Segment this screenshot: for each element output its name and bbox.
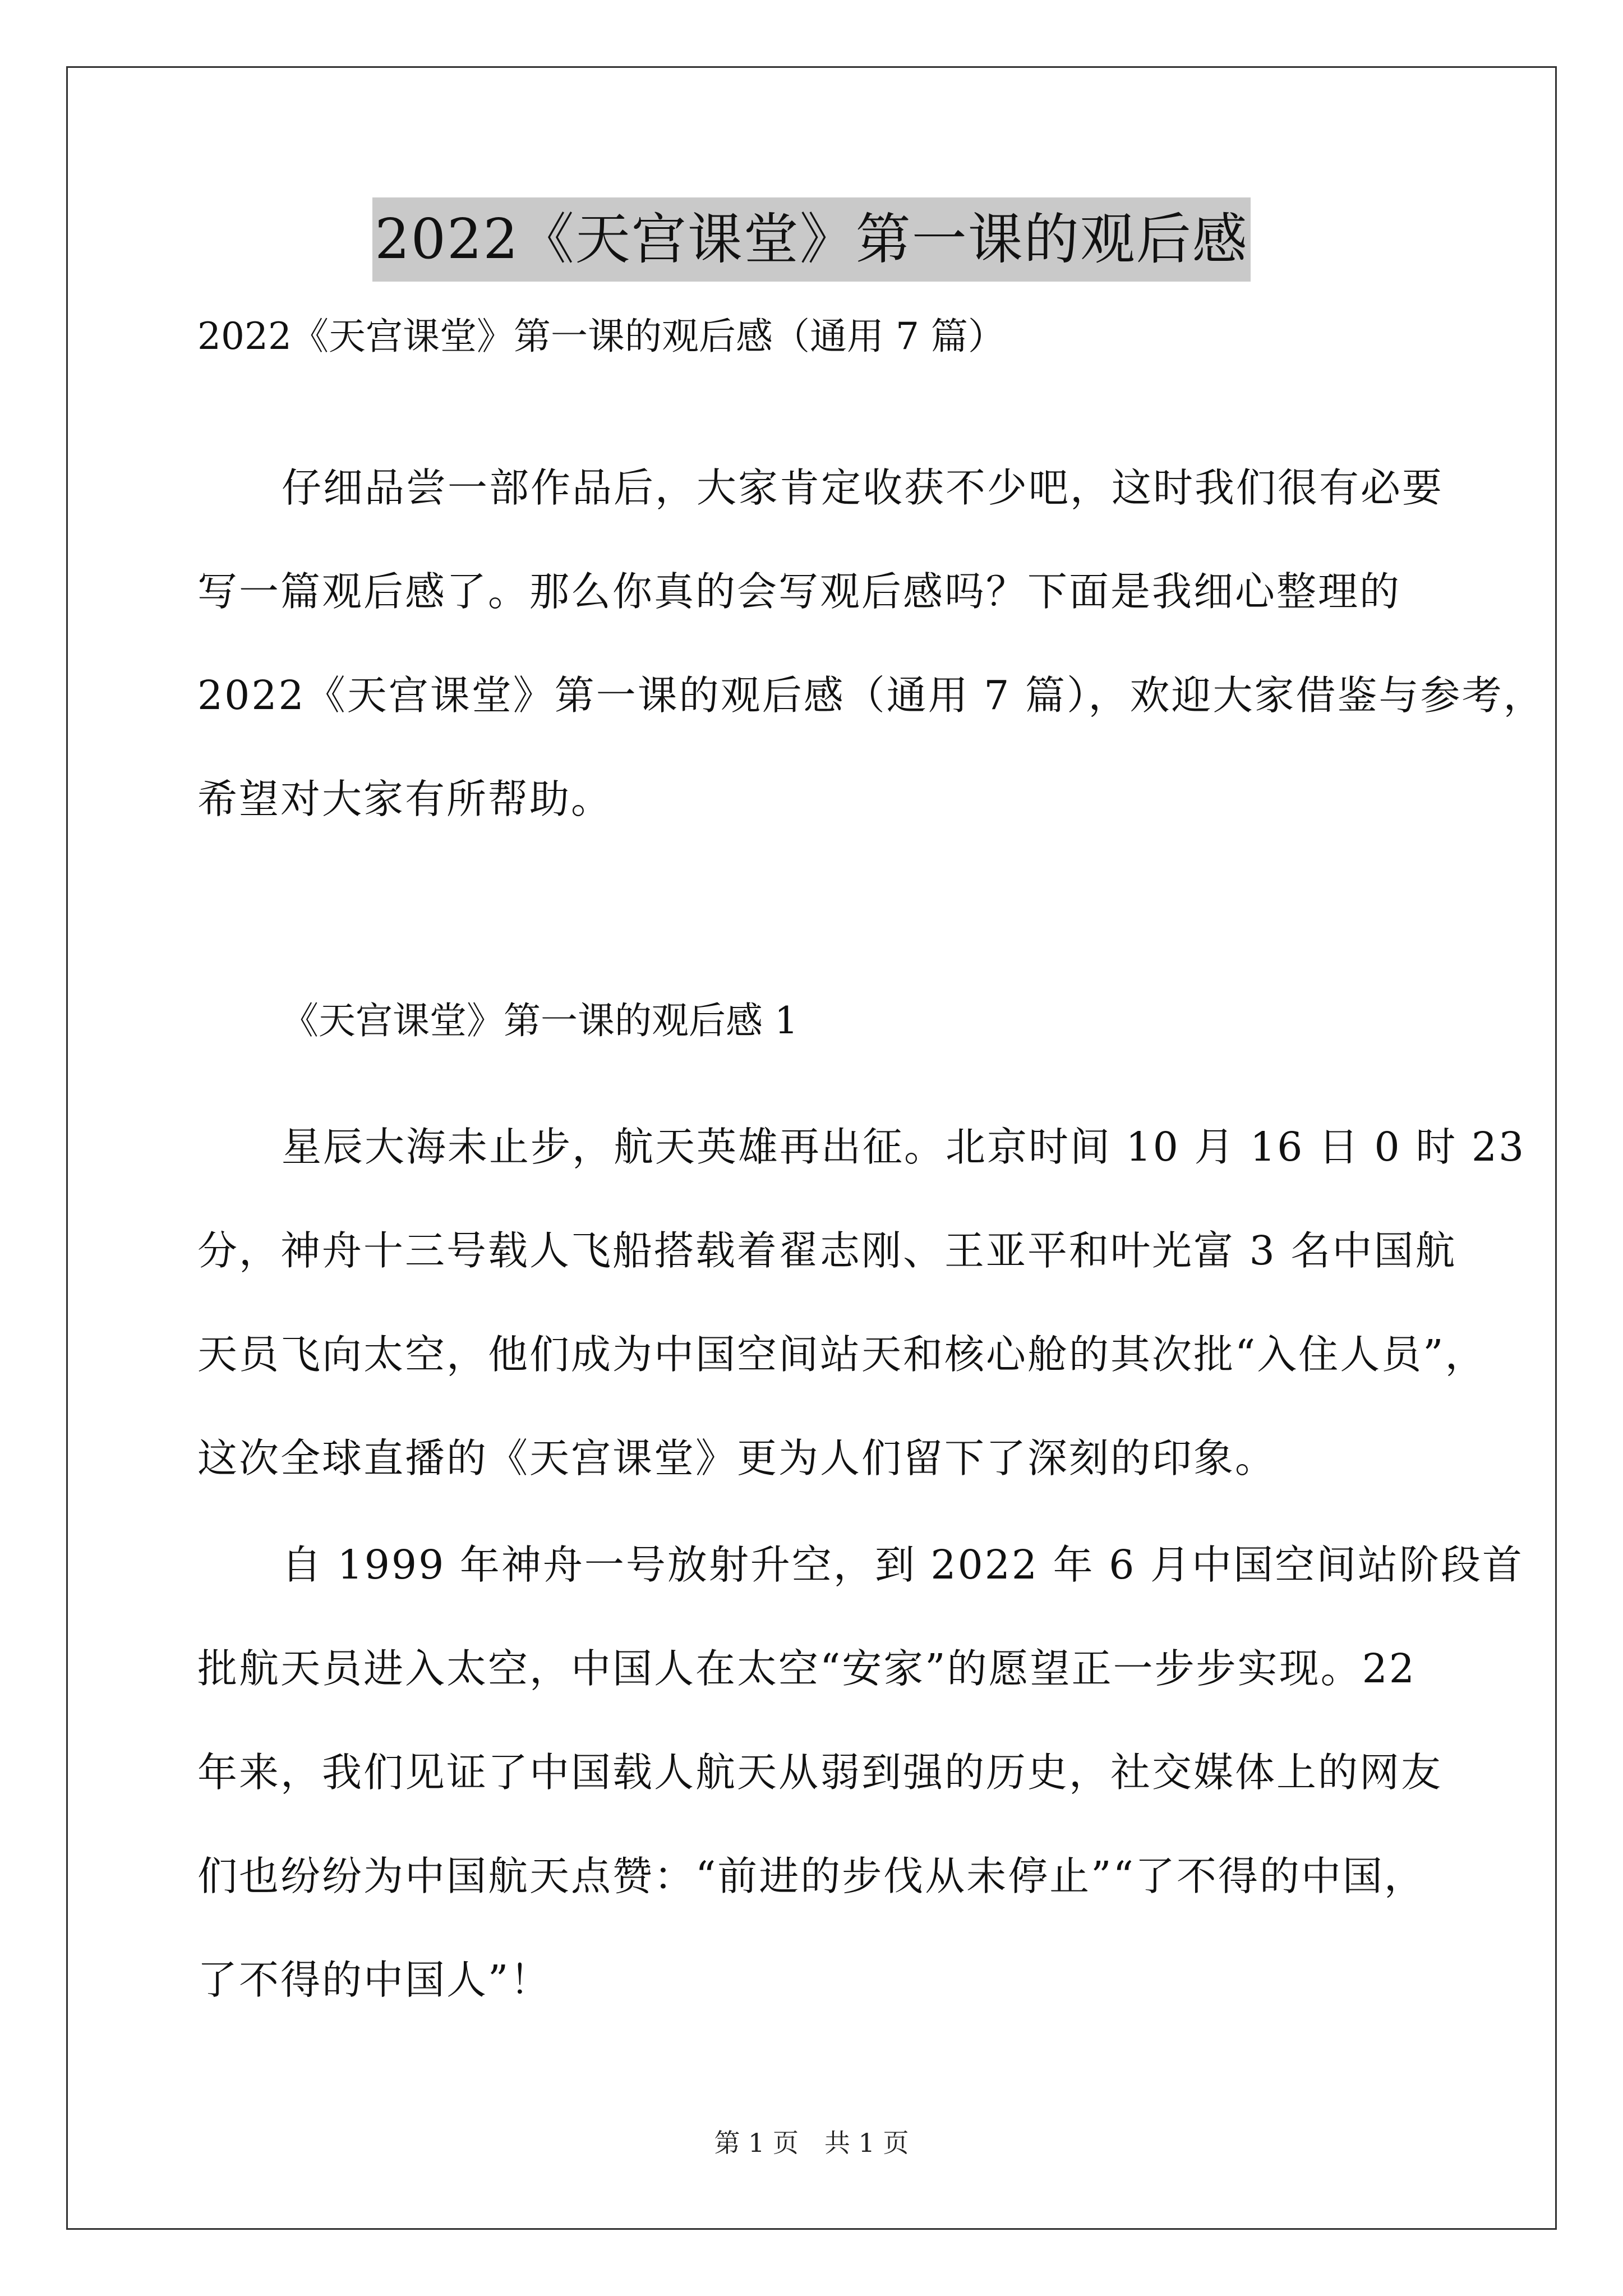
document-subtitle: 2022《天宫课堂》第一课的观后感（通用 7 篇） [197,315,1005,358]
section-heading: 《天宫课堂》第一课的观后感 1 [282,999,798,1042]
para2-line-5: 了不得的中国人”！ [197,1957,552,2003]
intro-line-1: 仔细品尝一部作品后，大家肯定收获不少吧，这时我们很有必要 [282,464,1444,511]
para2-line-4: 们也纷纷为中国航天点赞：“前进的步伐从未停止”“了不得的中国， [197,1853,1426,1899]
para2-line-2: 批航天员进入太空，中国人在太空“安家”的愿望正一步步实现。22 [197,1645,1416,1692]
para2-line-1: 自 1999 年神舟一号放射升空，到 2022 年 6 月中国空间站阶段首 [282,1542,1524,1588]
title-container [0,197,1623,282]
para1-line-2: 分，神舟十三号载人飞船搭载着翟志刚、王亚平和叶光富 3 名中国航 [197,1227,1457,1274]
intro-line-3: 2022《天宫课堂》第一课的观后感（通用 7 篇），欢迎大家借鉴与参考， [197,672,1545,719]
page-footer: 第 1 页 共 1 页 [714,2128,909,2158]
intro-line-2: 写一篇观后感了。那么你真的会写观后感吗？下面是我细心整理的 [197,568,1401,615]
para1-line-1: 星辰大海未止步，航天英雄再出征。北京时间 10 月 16 日 0 时 23 [282,1124,1526,1170]
para2-line-3: 年来，我们见证了中国载人航天从弱到强的历史，社交媒体上的网友 [197,1749,1443,1796]
para1-line-4: 这次全球直播的《天宫课堂》更为人们留下了深刻的印象。 [197,1435,1277,1481]
document-title: 2022《天宫课堂》第一课的观后感 [372,197,1250,282]
para1-line-3: 天员飞向太空，他们成为中国空间站天和核心舱的其次批“入住人员”， [197,1331,1487,1378]
intro-line-4: 希望对大家有所帮助。 [197,776,613,822]
